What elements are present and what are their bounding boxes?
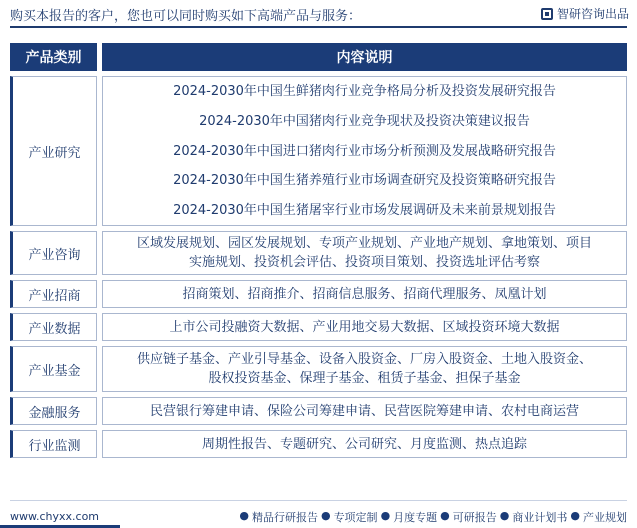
description-line: 区域发展规划、园区发展规划、专项产业规划、产业地产规划、拿地策划、项目 [136,236,592,251]
description-finance: 民营银行筹建申请、保险公司筹建申请、民营医院筹建申请、农村电商运营 [102,397,627,425]
row-industry-fund [10,346,627,392]
products-table [10,43,627,458]
description-consulting [102,231,627,275]
description-industry-fund [102,346,627,392]
brand-logo-icon [541,8,553,20]
row-industry-data [10,313,627,341]
description-industry-data: 上市公司投融资大数据、产业用地交易大数据、区域投资环境大数据 [102,313,627,341]
description-investment-attraction: 招商策划、招商推介、招商信息服务、招商代理服务、凤凰计划 [102,280,627,308]
description-line: 股权投资基金、保理子基金、租赁子基金、担保子基金 [208,371,521,386]
header-description: 内容说明 [102,43,627,71]
row-investment-attraction [10,280,627,308]
intro-text: 购买本报告的客户，您也可以同时购买如下高端产品与服务： [10,9,362,24]
row-consulting [10,231,627,275]
footer-link[interactable]: 月度专题 [393,511,438,524]
bullet-icon: ● [499,509,510,522]
category-research: 产业研究 [10,76,97,226]
report-link[interactable]: 2024-2030年中国进口猪肉行业市场分析预测及发展战略研究报告 [173,143,556,159]
row-finance [10,397,627,425]
report-link[interactable]: 2024-2030年中国生猪养殖行业市场调查研究及投资策略研究报告 [173,173,556,189]
category-monitoring: 行业监测 [10,430,97,458]
footer-link[interactable]: 产业规划 [583,511,627,524]
category-investment-attraction: 产业招商 [10,280,97,308]
report-link[interactable]: 2024-2030年中国生鲜猪肉行业竞争格局分析及投资发展研究报告 [173,84,556,100]
table-header [10,43,627,71]
row-research [10,76,627,226]
footer-link[interactable]: 可研报告 [452,511,497,524]
bullet-icon: ● [570,509,580,522]
bullet-icon: ● [320,509,331,522]
footer-links [239,509,627,525]
top-rule [10,26,627,28]
brand-name: 智研咨询出品 [556,7,629,21]
category-industry-data: 产业数据 [10,313,97,341]
header-category: 产品类别 [10,43,97,71]
bullet-icon: ● [239,509,249,522]
footer-website[interactable]: www.chyxx.com [10,510,100,523]
description-research [102,76,627,226]
footer-rule [10,500,627,501]
category-consulting: 产业咨询 [10,231,97,275]
brand [541,5,629,22]
report-link[interactable]: 2024-2030年中国猪肉行业竞争现状及投资决策建议报告 [199,113,530,129]
description-monitoring: 周期性报告、专题研究、公司研究、月度监测、热点追踪 [102,430,627,458]
bullet-icon: ● [440,509,450,522]
description-line: 实施规划、投资机会评估、投资项目策划、投资选址评估考察 [188,255,540,270]
description-line: 供应链子基金、产业引导基金、设备入股资金、厂房入股资金、土地入股资金、 [136,352,592,367]
bullet-icon: ● [380,509,391,522]
footer-link[interactable]: 专项定制 [333,511,378,524]
category-finance: 金融服务 [10,397,97,425]
footer-link[interactable]: 商业计划书 [512,511,568,524]
report-link[interactable]: 2024-2030年中国生猪屠宰行业市场发展调研及未来前景规划报告 [173,202,556,218]
category-industry-fund: 产业基金 [10,346,97,392]
footer-link[interactable]: 精品行研报告 [251,511,318,524]
row-monitoring [10,430,627,458]
